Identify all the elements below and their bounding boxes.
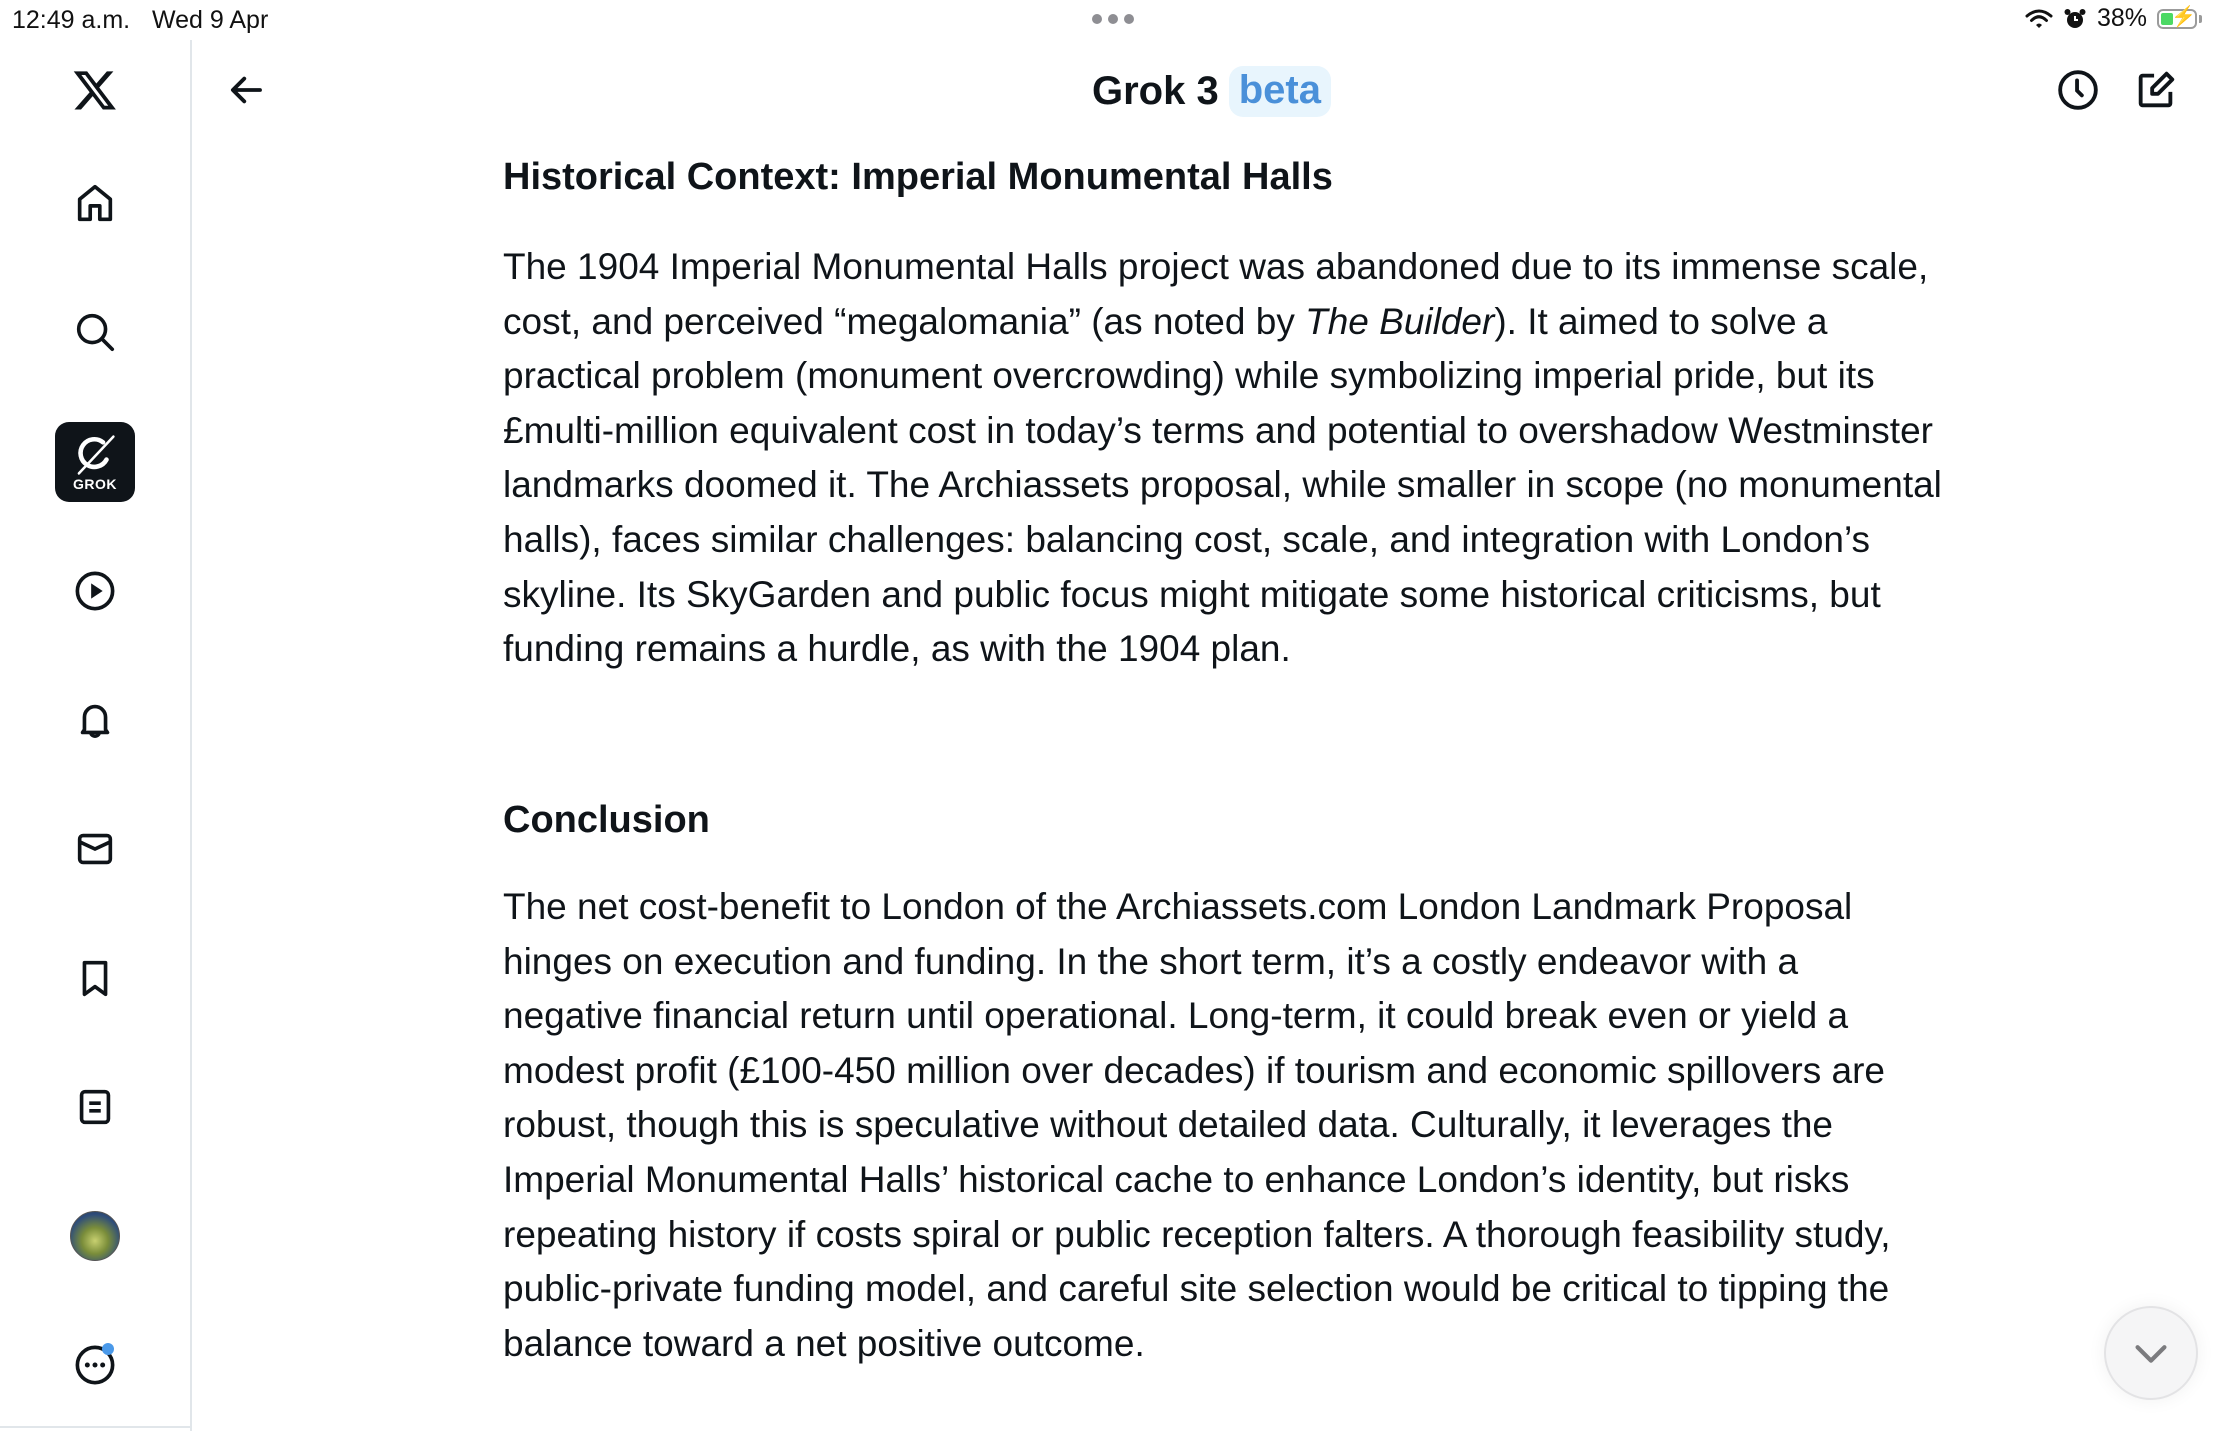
status-date: Wed 9 Apr — [152, 6, 269, 34]
chevron-down-icon — [2128, 1330, 2174, 1376]
status-time: 12:49 a.m. — [12, 6, 131, 34]
sidebar-item-explore[interactable] — [55, 292, 135, 372]
grok-icon — [55, 422, 135, 502]
sidebar-item-home[interactable] — [55, 163, 135, 243]
compose-icon — [2133, 67, 2179, 113]
sidebar-divider — [0, 1426, 192, 1428]
back-button[interactable] — [218, 62, 274, 118]
battery-charging-icon: ⚡ — [2157, 9, 2197, 29]
status-indicators — [2025, 4, 2202, 33]
mail-icon — [72, 826, 118, 872]
sidebar-item-grok[interactable] — [55, 422, 135, 502]
paragraph-historical-context — [503, 240, 1943, 677]
multitasking-dots-icon[interactable] — [1092, 14, 1134, 24]
grok-label: GROK — [73, 476, 117, 492]
sidebar-item-lists[interactable] — [55, 1067, 135, 1147]
arrow-left-icon — [225, 69, 267, 111]
sidebar — [0, 40, 192, 1431]
sidebar-item-notifications[interactable] — [55, 680, 135, 760]
bookmark-icon — [72, 955, 118, 1001]
paragraph-text: ). It aimed to solve a practical problem (monument overcrowding) while symbolizing imperial pride, but its £multi-million equivalent cost in today’s terms and potential to overshadow Westminster landmarks doomed it. The Archiassets proposal, while smaller in scope (no monumental halls), faces similar challenges: balancing cost, scale, and integration with London’s skyline. Its SkyGarden and public focus might mitigate some historical criticisms, but funding remains a hurdle, as with the 1904 plan. — [503, 300, 1942, 670]
new-chat-button[interactable] — [2128, 62, 2184, 118]
title-text: Grok 3 — [1092, 68, 1219, 113]
scroll-to-bottom-button[interactable] — [2104, 1306, 2198, 1400]
play-circle-icon — [72, 568, 118, 614]
clock-icon — [2055, 67, 2101, 113]
battery-percent: 38% — [2096, 4, 2147, 32]
sidebar-item-messages[interactable] — [55, 809, 135, 889]
italic-title-the-builder: The Builder — [1305, 300, 1495, 342]
paragraph-text: The 1904 Imperial Monumental Halls project was abandoned due to its immense scale, cost, and perceived “megalomania” (as noted by — [503, 246, 1929, 342]
wifi-icon — [2025, 8, 2053, 30]
sidebar-item-videos[interactable] — [55, 551, 135, 631]
x-logo-icon[interactable] — [55, 50, 135, 130]
page-title — [1092, 60, 1331, 122]
beta-badge: beta — [1229, 66, 1331, 117]
bell-icon — [72, 697, 118, 743]
sidebar-item-more[interactable] — [55, 1325, 135, 1405]
list-doc-icon — [72, 1084, 118, 1130]
avatar — [70, 1211, 120, 1261]
section-heading-historical-context: Historical Context: Imperial Monumental Halls — [503, 156, 1333, 198]
search-icon — [72, 309, 118, 355]
history-button[interactable] — [2050, 62, 2106, 118]
alarm-icon — [2063, 7, 2087, 31]
grok-logo-icon — [72, 432, 118, 478]
notification-dot — [102, 1343, 114, 1355]
sidebar-item-bookmarks[interactable] — [55, 938, 135, 1018]
home-icon — [72, 180, 118, 226]
sidebar-item-profile[interactable] — [55, 1196, 135, 1276]
paragraph-conclusion: The net cost-benefit to London of the Archiassets.com London Landmark Proposal hinges on execution and funding. In the short term, it’s a costly endeavor with a negative financial return until operational. Long-term, it could break even or yield a modest profit (£100-450 million over decades) if tourism and economic spillovers are robust, though this is speculative without detailed data. Culturally, it leverages the Imperial Monumental Halls’ historical cache to enhance London’s identity, but risks repeating history if costs spiral or public reception falters. A thorough feasibility study, public-private funding model, and careful site selection would be critical to tipping the balance toward a net positive outcome. — [503, 886, 1891, 1364]
section-heading-conclusion: Conclusion — [503, 799, 710, 841]
status-bar — [0, 0, 2222, 40]
